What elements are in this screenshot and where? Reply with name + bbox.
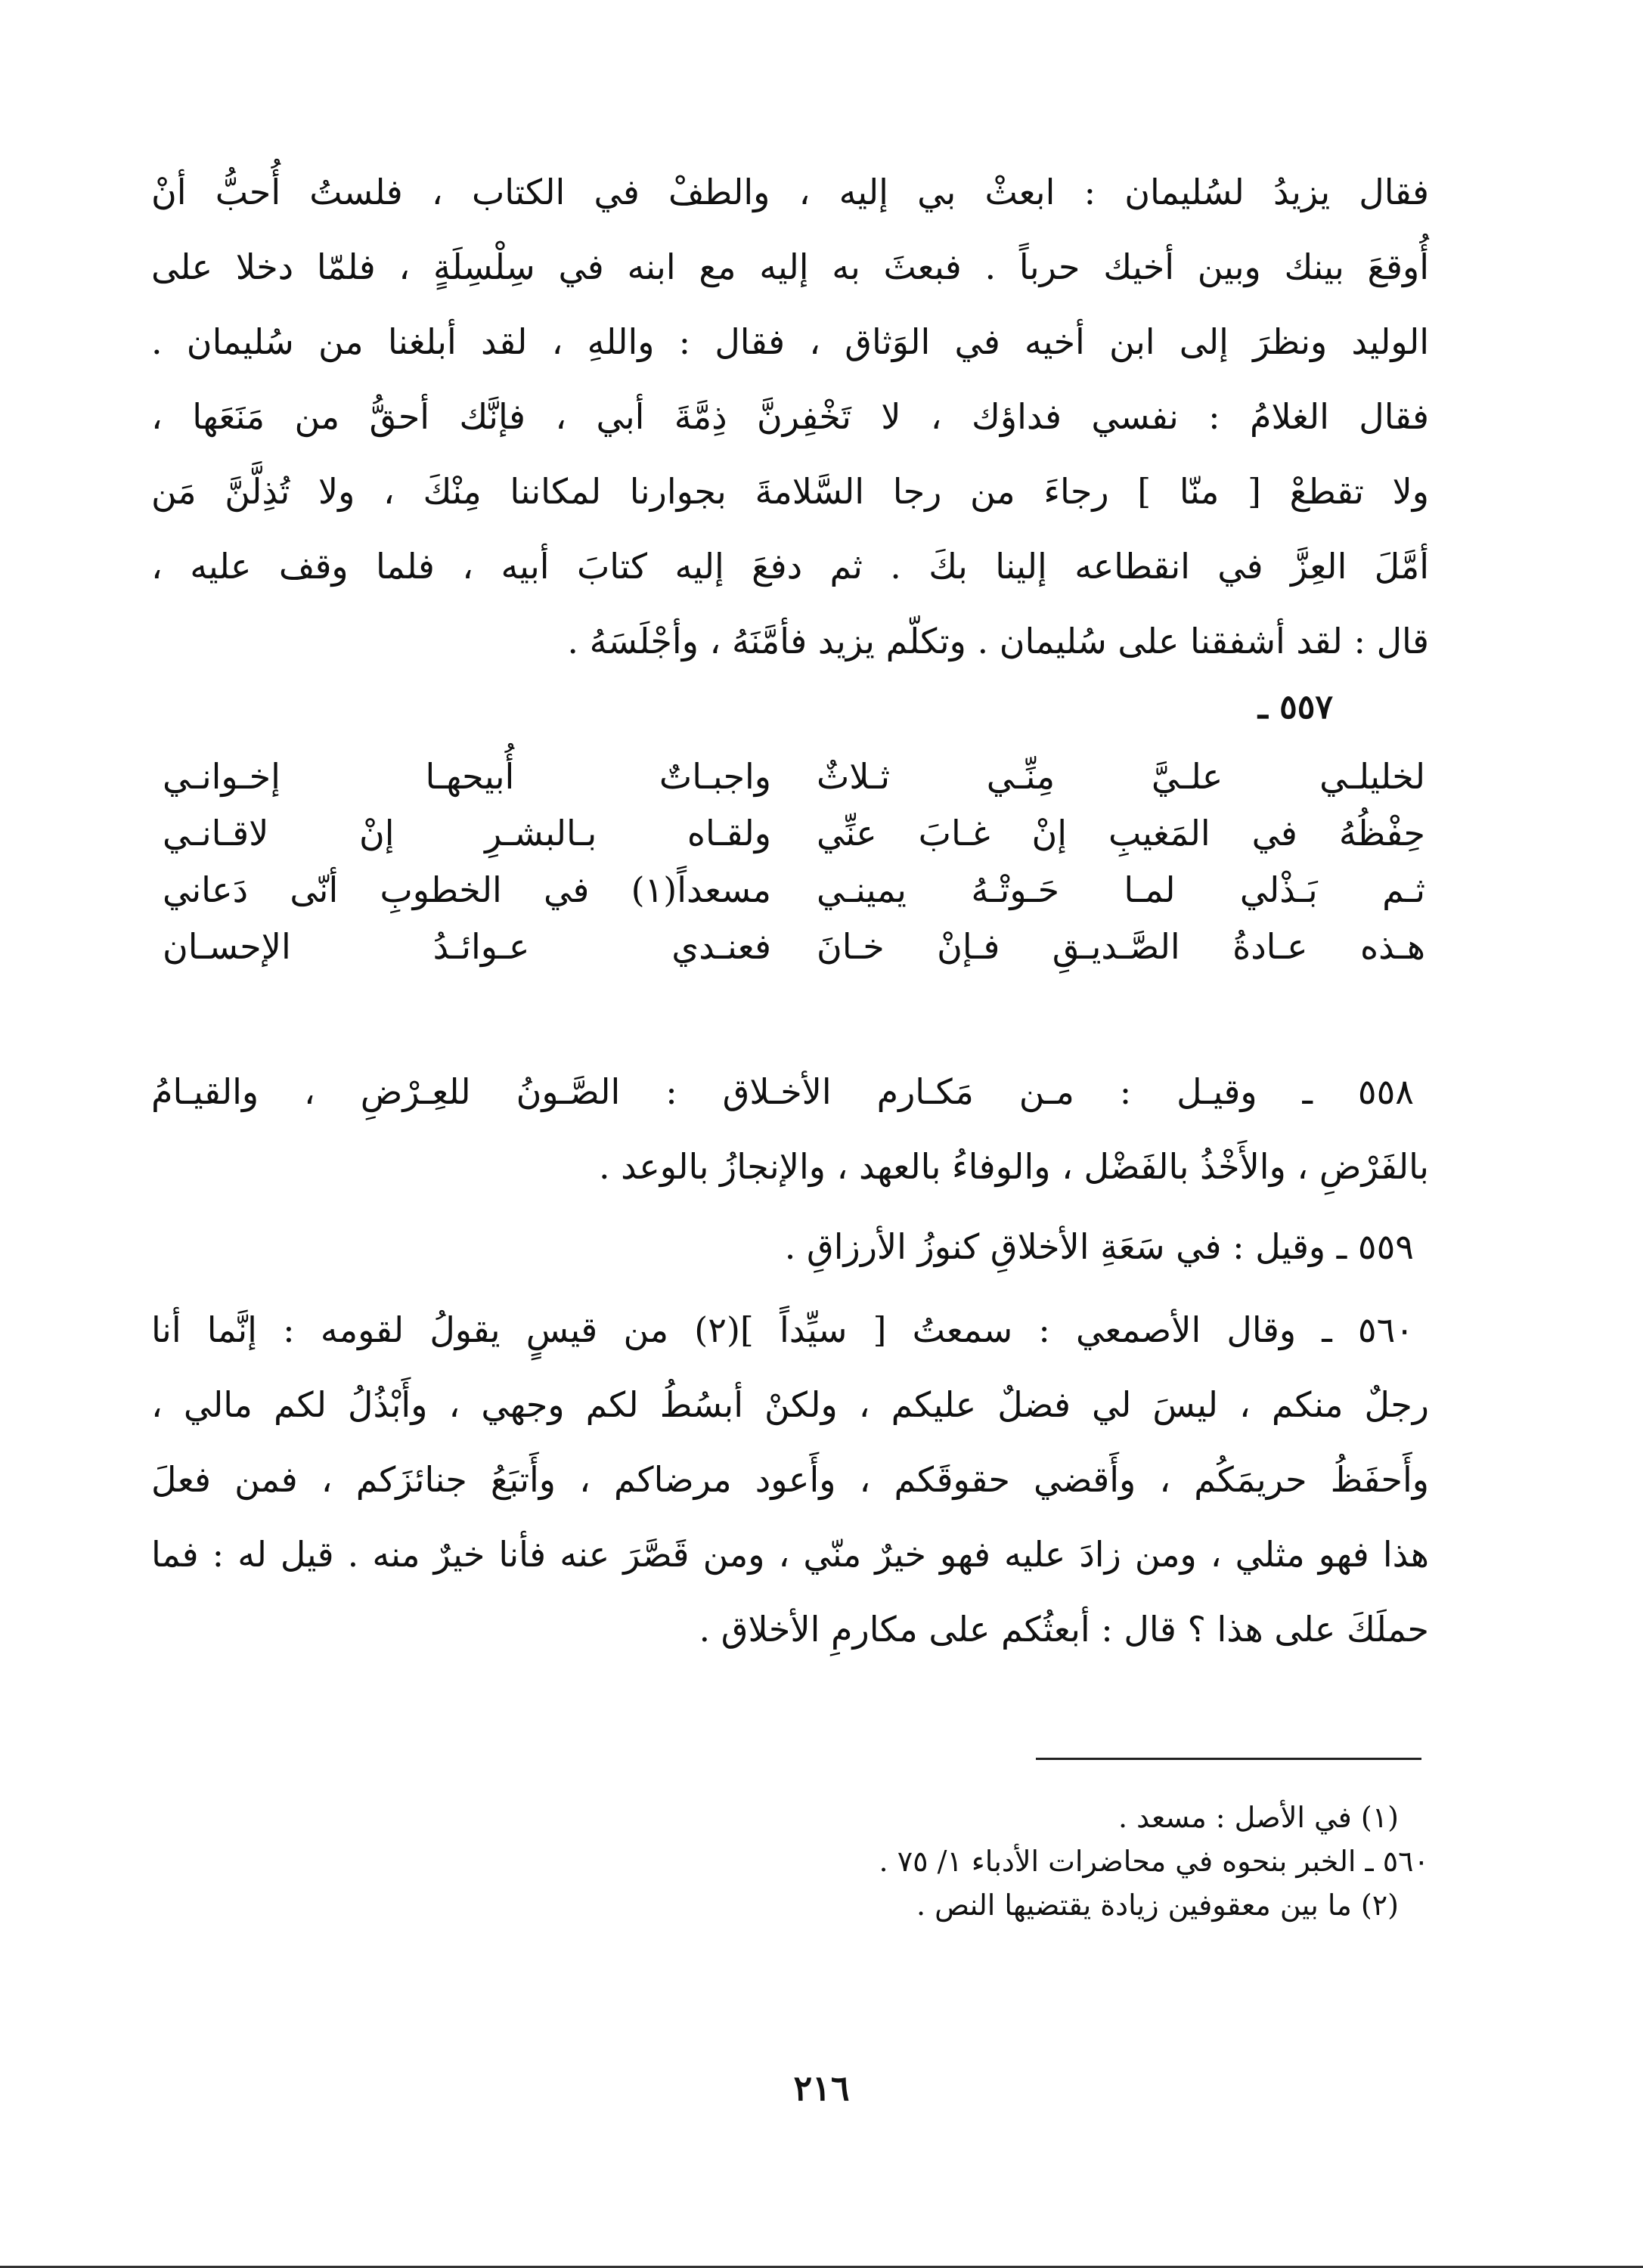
text-line: هذا فهو مثلي ، ومن زادَ عليه فهو خيرٌ منّي ، ومن قَصَّرَ عنه فأنا خيرٌ منه . قيل له : فما — [151, 1534, 1429, 1575]
text-line: حملَكَ على هذا ؟ قال : أبعثُكم على مكارمِ الأخلاق . — [699, 1609, 1429, 1650]
text-line: أمَّلَ العِزَّ في انقطاعه إلينا بكَ . ثم دفعَ إليه كتابَ أبيه ، فلما وقف عليه ، — [151, 546, 1429, 587]
text-line: ٥٥٩ ـ وقيل : في سَعَةِ الأخلاقِ كنوزُ الأرزاقِ . — [784, 1226, 1414, 1267]
poem-verse — [163, 805, 1425, 862]
footnote-source-560: ٥٦٠ ـ الخبر بنحوه في محاضرات الأدباء ١/ ٧٥ . — [879, 1845, 1429, 1878]
text-line: ٥٦٠ ـ وقال الأصمعي : سمعتُ [ سيِّداً ](٢) من قيسٍ يقولُ لقومه : إنَّما أنا — [151, 1309, 1414, 1350]
text-line: رجلٌ منكم ، ليسَ لي فضلٌ عليكم ، ولكنْ أبسُطُ لكم وجهي ، وأَبْذُلُ لكم مالي ، — [151, 1384, 1429, 1425]
poem-557 — [163, 748, 1425, 975]
poem-verse — [163, 748, 1425, 805]
footnote-2: (٢) ما بين معقوفين زيادة يقتضيها النص . — [916, 1888, 1399, 1922]
text-line: فقال يزيدُ لسُليمان : ابعثْ بي إليه ، والطفْ في الكتاب ، فلستُ أُحبُّ أنْ — [151, 172, 1429, 212]
poem-hemistich-right: هـذه عـادةُ الصَّـديـقِ فـإنْ خـانَ — [817, 926, 1425, 967]
poem-hemistich-left: ولقـاه بـالبشـرِ إنْ لاقـانـي — [163, 813, 771, 854]
text-line: بالفَرْضِ ، والأَخْذُ بالفَضْل ، والوفاءُ بالعهد ، والإنجازُ بالوعد . — [598, 1146, 1429, 1187]
poem-verse — [163, 919, 1425, 975]
text-line: وأَحفَظُ حريمَكُم ، وأَقضي حقوقَكم ، وأَعود مرضاكم ، وأَتبَعُ جنائزَكم ، فمن فعلَ — [151, 1459, 1429, 1500]
poem-hemistich-left: مسعداً(١) في الخطوبِ أنّى دَعاني — [163, 869, 771, 910]
poem-hemistich-right: لخليلـي علـيَّ مِنِّـي ثـلاثٌ — [817, 756, 1425, 797]
text-line: ٥٥٨ ـ وقيـل : مـن مَكـارم الأخـلاق : الصَّـونُ للعِـرْضِ ، والقيـامُ — [151, 1071, 1414, 1112]
paragraph-560 — [151, 1293, 1429, 1667]
poem-verse — [163, 862, 1425, 919]
text-line: الوليد ونظرَ إلى ابن أخيه في الوَثاق ، فقال : واللهِ ، لقد أبلغنا من سُليمان . — [151, 321, 1429, 362]
text-line: أُوقعَ بينك وبين أخيك حرباً . فبعثَ به إليه مع ابنه في سِلْسِلَةٍ ، فلمّا دخلا على — [151, 246, 1429, 287]
footnote-divider — [1036, 1758, 1421, 1760]
text-line: قال : لقد أشفقنا على سُليمان . وتكلّم يزيد فأمَّنَهُ ، وأجْلَسَهُ . — [567, 621, 1429, 662]
text-line: ولا تقطعْ [ منّا ] رجاءَ من رجا السَّلامةَ بجوارنا لمكاننا مِنْكَ ، ولا تُذِلَّنَّ مَن — [151, 471, 1429, 512]
paragraph-559 — [151, 1210, 1429, 1284]
item-number-557: ٥٥٧ ـ — [1257, 688, 1333, 727]
poem-hemistich-right: حِفْظُهُ في المَغيبِ إنْ غـابَ عنِّي — [817, 813, 1425, 854]
poem-hemistich-left: واجبـاتٌ أُبيحهـا إخـوانـي — [163, 756, 771, 797]
poem-hemistich-left: فعنـدي عـوائـدُ الإحسـان — [163, 926, 771, 967]
poem-hemistich-right: ثـم بَـذْلي لمـا حَـوتْـهُ يمينـي — [817, 869, 1425, 910]
footnotes — [151, 1796, 1429, 1927]
paragraph-intro — [151, 155, 1429, 679]
page-number: ٢١٦ — [793, 2068, 850, 2108]
paragraph-558 — [151, 1055, 1429, 1204]
text-line: فقال الغلامُ : نفسي فداؤك ، لا تَخْفِرنَّ ذِمَّةَ أبي ، فإنَّك أحقُّ من مَنَعَها ، — [151, 396, 1429, 437]
footnote-1: (١) في الأصل : مسعد . — [1118, 1801, 1399, 1834]
